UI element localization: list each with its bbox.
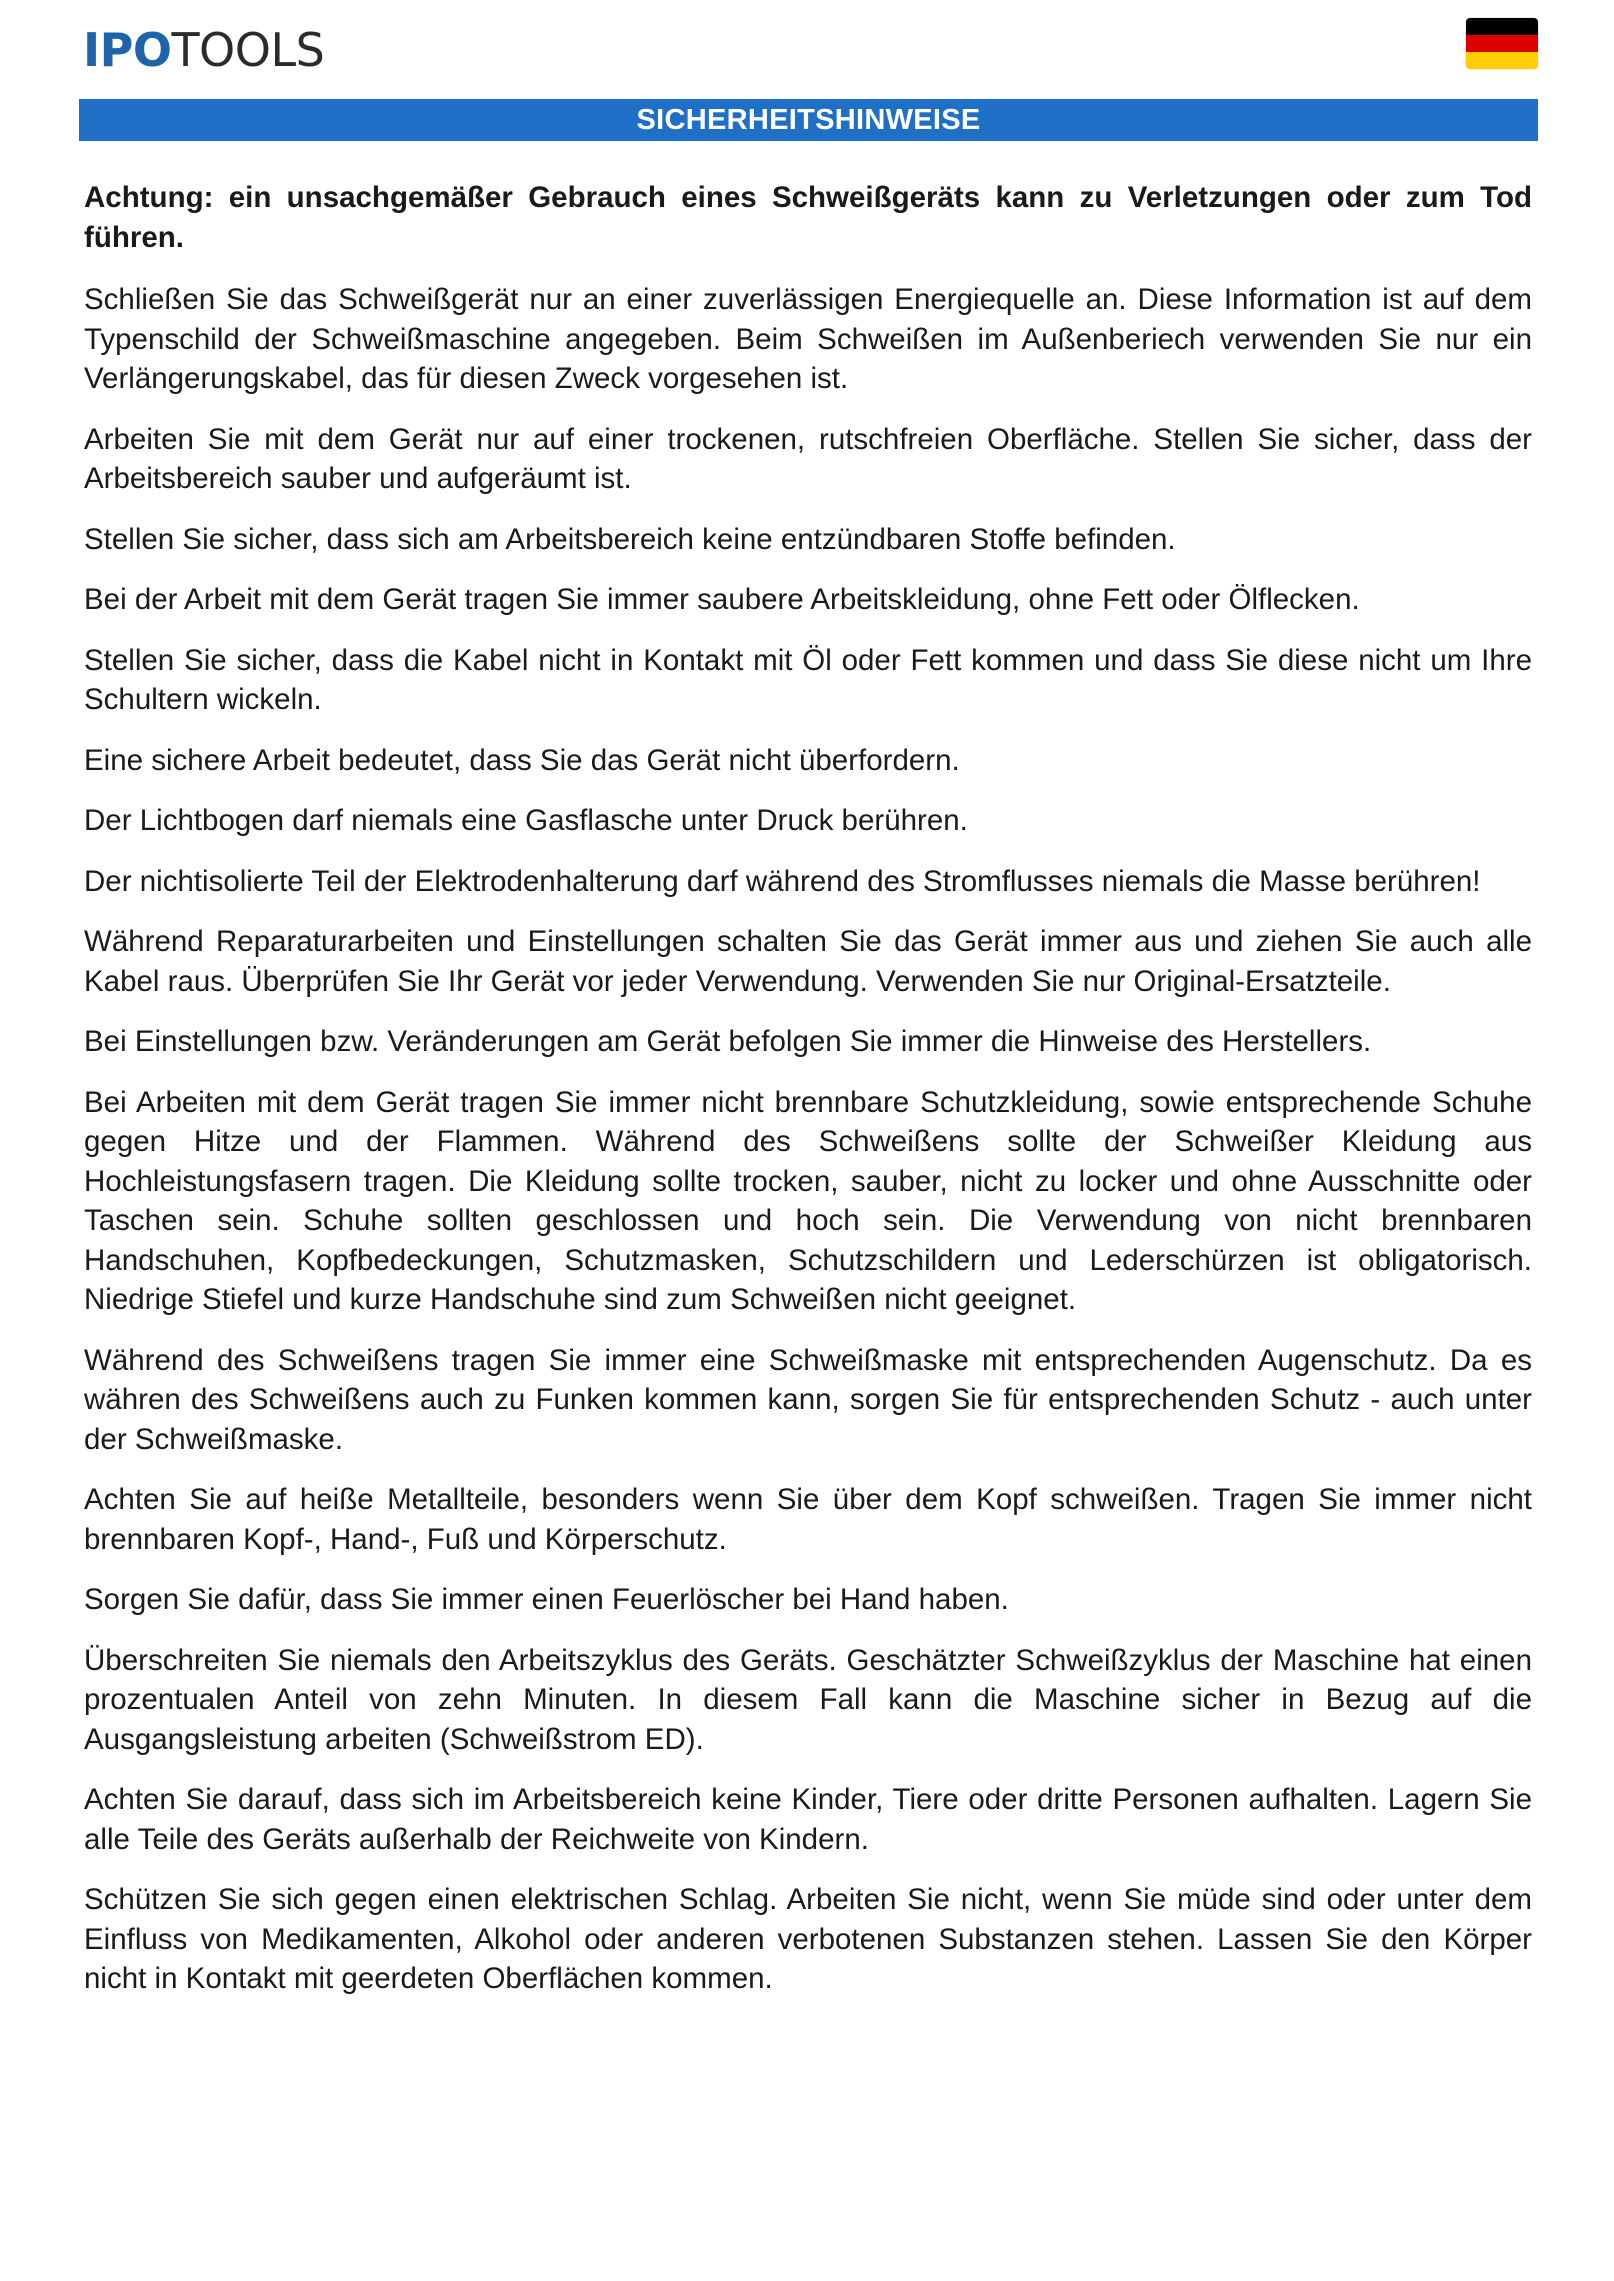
safety-paragraph: Während Reparaturarbeiten und Einstellungen schalten Sie das Gerät immer aus und ziehen Sie auch alle Kabel raus. Überprüfen Sie Ihr Gerät vor jeder Verwendung. Verwenden Sie nur Original-Ersatzteile. [84, 925, 1532, 998]
safety-instructions [84, 178, 1532, 2020]
logo-tools-text: TOOLS [171, 23, 325, 77]
safety-paragraph: Stellen Sie sicher, dass sich am Arbeitsbereich keine entzündbaren Stoffe befinden. [84, 522, 1176, 556]
flag-stripe-black [1466, 18, 1538, 35]
safety-paragraph: Der Lichtbogen darf niemals eine Gasflasche unter Druck berühren. [84, 804, 968, 837]
safety-paragraph: Bei der Arbeit mit dem Gerät tragen Sie immer saubere Arbeitskleidung, ohne Fett oder Ölflecken. [84, 583, 1360, 616]
warning-statement: Achtung: ein unsachgemäßer Gebrauch eines Schweißgeräts kann zu Verletzungen oder zum Tod führen. [84, 181, 1532, 254]
germany-flag-icon [1466, 18, 1538, 69]
safety-paragraph: Achten Sie auf heiße Metallteile, besonders wenn Sie über dem Kopf schweißen. Tragen Sie immer nicht brennbaren Kopf-, Hand-, Fuß und Körperschutz. [84, 1483, 1532, 1556]
safety-paragraph: Arbeiten Sie mit dem Gerät nur auf einer trockenen, rutschfreien Oberfläche. Stellen Sie sicher, dass der Arbeitsbereich sauber und aufgeräumt ist. [84, 422, 1532, 495]
flag-stripe-gold [1466, 52, 1538, 69]
safety-paragraph: Überschreiten Sie niemals den Arbeitszyklus des Geräts. Geschätzter Schweißzyklus der Maschine hat einen prozentualen Anteil von zehn Minuten. In diesem Fall kann die Maschine sicher in Bezug auf die Ausgangsleistung arbeiten (Schweißstrom ED). [84, 1643, 1532, 1756]
page-header [80, 18, 1538, 78]
safety-paragraph: Achten Sie darauf, dass sich im Arbeitsbereich keine Kinder, Tiere oder dritte Personen aufhalten. Lagern Sie alle Teile des Geräts außerhalb der Reichweite von Kindern. [84, 1783, 1532, 1856]
safety-paragraph: Eine sichere Arbeit bedeutet, dass Sie das Gerät nicht überfordern. [84, 743, 960, 777]
safety-paragraph: Der nichtisolierte Teil der Elektrodenhalterung darf während des Stromflusses niemals die Masse berühren! [84, 864, 1481, 898]
logo-ipo-text: IPO [83, 23, 172, 77]
safety-paragraph: Schließen Sie das Schweißgerät nur an einer zuverlässigen Energiequelle an. Diese Information ist auf dem Typenschild der Schweißmaschine angegeben. Beim Schweißen im Außenberiech verwenden Sie nur ein Verlängerungskabel, das für diesen Zweck vorgesehen ist. [84, 283, 1532, 395]
safety-paragraph: Sorgen Sie dafür, dass Sie immer einen Feuerlöscher bei Hand haben. [84, 1583, 1009, 1616]
safety-paragraph: Schützen Sie sich gegen einen elektrischen Schlag. Arbeiten Sie nicht, wenn Sie müde sind oder unter dem Einfluss von Medikamenten, Alkohol oder anderen verbotenen Substanzen stehen. Lassen Sie den Körper nicht in Kontakt mit geerdeten Oberflächen kommen. [84, 1883, 1532, 1995]
flag-stripe-red [1466, 35, 1538, 52]
safety-paragraph: Während des Schweißens tragen Sie immer eine Schweißmaske mit entsprechenden Augenschutz. Da es währen des Schweißens auch zu Funken kommen kann, sorgen Sie für entsprechenden Schutz - auch unter der Schweißmaske. [84, 1343, 1532, 1456]
safety-paragraph: Bei Arbeiten mit dem Gerät tragen Sie immer nicht brennbare Schutzkleidung, sowie entsprechende Schuhe gegen Hitze und der Flammen. Während des Schweißens sollte der Schweißer Kleidung aus Hochleistungsfasern tragen. Die Kleidung sollte trocken, sauber, nicht zu locker und ohne Ausschnitte oder Taschen sein. Schuhe sollten geschlossen und hoch sein. Die Verwendung von nicht brennbaren Handschuhen, Kopfbedeckungen, Schutzmasken, Schutzschildern und Lederschürzen ist obligatorisch. Niedrige Stiefel und kurze Handschuhe sind zum Schweißen nicht geeignet. [84, 1085, 1532, 1316]
safety-paragraph-list [84, 280, 1532, 1999]
ipotools-logo [83, 22, 324, 78]
safety-paragraph: Bei Einstellungen bzw. Veränderungen am Gerät befolgen Sie immer die Hinweise des Herstellers. [84, 1025, 1372, 1058]
safety-paragraph: Stellen Sie sicher, dass die Kabel nicht in Kontakt mit Öl oder Fett kommen und dass Sie diese nicht um Ihre Schultern wickeln. [84, 643, 1532, 716]
section-title-banner: SICHERHEITSHINWEISE [79, 99, 1538, 141]
